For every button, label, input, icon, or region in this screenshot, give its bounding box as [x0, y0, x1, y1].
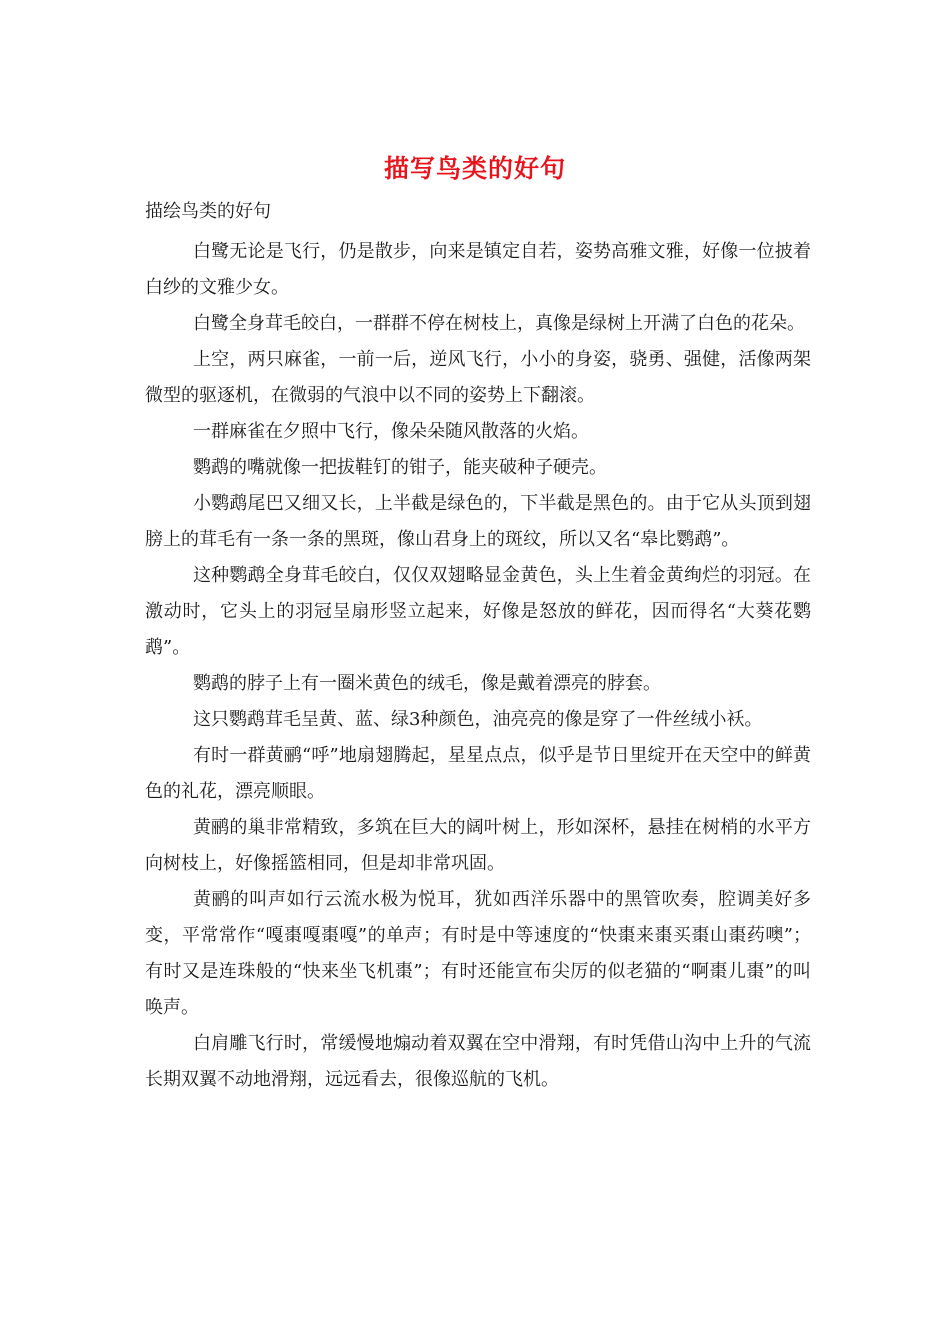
document-title: 描写鸟类的好句	[383, 154, 566, 183]
paragraph: 这只鹦鹉茸毛呈黄、蓝、绿3种颜色，油亮亮的像是穿了一件丝绒小袄。	[193, 709, 763, 730]
paragraph: 白肩雕飞行时，常缓慢地煽动着双翼在空中滑翔，有时凭借山沟中上升的气流长期双翼不动地滑翔，远远看去，很像巡航的飞机。	[145, 1033, 811, 1090]
paragraph: 白鹭全身茸毛皎白，一群群不停在树枝上，真像是绿树上开满了白色的花朵。	[193, 313, 805, 334]
document-subtitle: 描绘鸟类的好句	[145, 201, 271, 222]
paragraph: 小鹦鹉尾巴又细又长，上半截是绿色的，下半截是黑色的。由于它从头顶到翅膀上的茸毛有一条一条的黑斑，像山君身上的斑纹，所以又名“皋比鹦鹉”。	[145, 493, 811, 550]
paragraph: 这种鹦鹉全身茸毛皎白，仅仅双翅略显金黄色，头上生着金黄绚烂的羽冠。在激动时，它头上的羽冠呈扇形竖立起来，好像是怒放的鲜花，因而得名“大葵花鹦鹉”。	[145, 565, 811, 658]
paragraph: 黄鹂的叫声如行云流水极为悦耳，犹如西洋乐器中的黑管吹奏，腔调美好多变，平常常作“嘎棗嘎棗嘎”的单声；有时是中等速度的“快棗来棗买棗山棗药噢”；有时又是连珠般的“快来坐飞机棗”；有时还能宣布尖厉的似老猫的“啊棗儿棗”的叫唤声。	[145, 889, 811, 1018]
document-body	[145, 234, 811, 1098]
paragraph: 白鹭无论是飞行，仍是散步，向来是镇定自若，姿势高雅文雅，好像一位披着白纱的文雅少女。	[145, 241, 811, 298]
paragraph: 鹦鹉的嘴就像一把拔鞋钉的钳子，能夹破种子硬壳。	[193, 457, 607, 478]
paragraph: 鹦鹉的脖子上有一圈米黄色的绒毛，像是戴着漂亮的脖套。	[193, 673, 661, 694]
paragraph: 上空，两只麻雀，一前一后，逆风飞行，小小的身姿，骁勇、强健，活像两架微型的驱逐机，在微弱的气浪中以不同的姿势上下翻滚。	[145, 349, 811, 406]
paragraph: 黄鹂的巢非常精致，多筑在巨大的阔叶树上，形如深杯，悬挂在树梢的水平方向树枝上，好像摇篮相同，但是却非常巩固。	[145, 817, 811, 874]
paragraph: 一群麻雀在夕照中飞行，像朵朵随风散落的火焰。	[193, 421, 589, 442]
paragraph: 有时一群黄鹂“呼”地扇翅腾起，星星点点，似乎是节日里绽开在天空中的鲜黄色的礼花，漂亮顺眼。	[145, 745, 811, 802]
